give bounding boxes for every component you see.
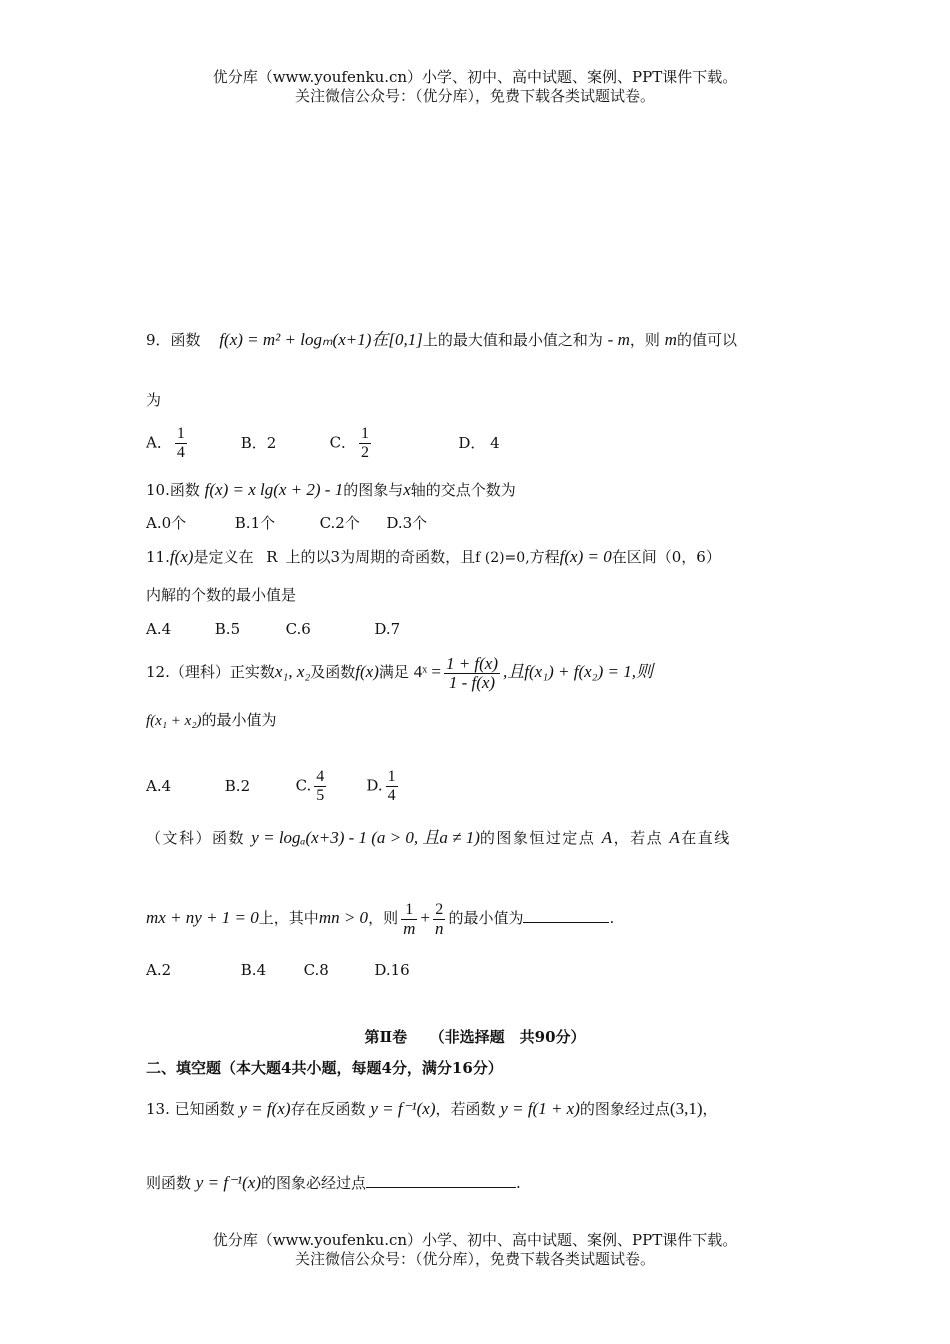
q10-formula: f(x) = x lg(x + 2) - 1: [204, 480, 344, 499]
q12w-option-b: B.4: [240, 961, 267, 979]
q12-option-d: [366, 768, 400, 805]
q9-mid: 上的最大值和最小值之和为: [422, 331, 603, 349]
q11-line-2: 内解的个数的最小值是: [146, 586, 297, 604]
q12-line-2: [146, 710, 277, 731]
q10-option-a: A.0个: [146, 514, 187, 532]
q9-option-c: [330, 425, 454, 462]
q9-tail: 的值可以: [676, 331, 737, 349]
q12-prefix: 12.（理科）正实数: [146, 663, 275, 681]
q12w-fraction-2-den: n: [434, 918, 444, 938]
q12-line2-tail: 的最小值为: [201, 711, 277, 729]
q9-option-a-den: 4: [176, 444, 185, 461]
q12-option-d-num: 1: [387, 768, 396, 785]
q12-option-b: B.2: [224, 776, 251, 795]
q12-cond: ,且f(x₁) + f(x₂) = 1,则: [503, 662, 653, 681]
footer-line-1: 优分库（www.youfenku.cn）小学、初中、高中试题、案例、PPT课件下载。: [212, 1231, 738, 1249]
q12w-then: ，则: [368, 909, 399, 927]
q10-options: [146, 513, 427, 533]
q10-tail: 轴的交点个数为: [410, 481, 516, 499]
q12w-fraction-2-num: 2: [433, 901, 446, 920]
q9-option-a-num: 1: [176, 425, 185, 442]
q13-line2-formula: y = f⁻¹(x): [195, 1173, 261, 1192]
q12w-option-d: D.16: [374, 961, 410, 979]
q11-tail: 在区间（0，6）: [611, 548, 721, 566]
q11-mid2: 上的以3为周期的奇函数，且: [285, 548, 476, 566]
q12-options: [146, 768, 401, 805]
q12w-answer-blank[interactable]: [523, 906, 609, 923]
q12w-line2-mid: 上，其中: [258, 909, 319, 927]
question-10-line-1: [146, 480, 516, 500]
q10-option-c: C.2个: [319, 514, 360, 532]
q12w-point-a: A: [601, 828, 614, 847]
q12-option-c-num: 4: [316, 768, 325, 785]
q12-option-c-fraction: [314, 768, 326, 805]
q9-option-c-den: 2: [361, 444, 370, 461]
q9-value: - m: [607, 330, 630, 349]
q12w-option-c: C.8: [303, 961, 329, 979]
q11-prefix: 11.: [146, 548, 170, 566]
q11-option-c: C.6: [285, 620, 311, 638]
header-line-2: 关注微信公众号：（优分库），免费下载各类试题试卷。: [294, 87, 655, 105]
q12-option-a: A.4: [146, 776, 172, 795]
q9-option-a-fraction: [175, 425, 187, 462]
q11-R: R: [266, 548, 278, 566]
q9-option-a: [146, 425, 236, 462]
q10-x: x: [403, 480, 411, 499]
q12w-options: [146, 960, 410, 980]
q12w-end: .: [609, 909, 615, 927]
q11-option-d: D.7: [374, 620, 401, 638]
q9-options: [146, 425, 500, 462]
q12-mid2: 满足: [378, 663, 409, 681]
q12w-fraction-1-den: m: [403, 918, 416, 938]
q9-formula: f(x) = m² + logₘ(x+1)在[0,1]: [219, 330, 423, 349]
section-2-title: 第Ⅱ卷 （非选择题 共90分）: [364, 1028, 586, 1046]
q11-option-a: A.4: [146, 620, 172, 638]
q9-option-b: B．2: [240, 433, 277, 452]
footer-line-2: 关注微信公众号：（优分库），免费下载各类试题试卷。: [294, 1250, 655, 1268]
q11-mid3: 方程: [529, 548, 560, 566]
q11-options: [146, 619, 400, 639]
q10-option-b: B.1个: [234, 514, 276, 532]
q12w-fraction-1-num: 1: [401, 901, 417, 920]
q12w-line2-tail: 的最小值为: [448, 909, 524, 927]
q12w-cond: mn > 0: [318, 908, 369, 927]
q12w-mid2: ，若点: [613, 829, 664, 847]
q13-mid1: 存在反函数: [290, 1100, 366, 1118]
q12w-line2-formula: mx + ny + 1 = 0: [146, 908, 259, 927]
q12w-fraction-1: [401, 901, 417, 938]
q12w-line-2: [146, 898, 614, 938]
q13-point: (3,1): [669, 1099, 703, 1118]
question-13-line-1: [146, 1096, 718, 1122]
q9-m: m: [664, 330, 677, 349]
q12-fraction: [444, 655, 500, 692]
q10-mid: 的图象与: [343, 481, 404, 499]
q12w-plus: +: [420, 908, 430, 927]
q13-mid2: ，若函数: [435, 1100, 496, 1118]
q12-vars: x₁, x₂: [274, 662, 311, 681]
q12-mid1: 及函数: [310, 663, 356, 681]
q13-end: .: [516, 1174, 521, 1192]
q9-prefix: 9．函数: [146, 331, 201, 349]
q13-line-2: [146, 1170, 521, 1196]
q13-f1: y = f(x): [239, 1099, 291, 1118]
q13-f3: y = f(1 + x): [500, 1099, 580, 1118]
q13-line2-prefix: 则函数: [146, 1174, 192, 1192]
q9-option-a-label: A．: [146, 433, 172, 452]
q9-line-2: 为: [146, 391, 162, 409]
q12w-tail: 在直线: [681, 829, 731, 847]
q10-option-d: D.3个: [386, 514, 428, 532]
q9-option-c-label: C．: [329, 433, 357, 452]
q12-option-c-den: 5: [316, 787, 325, 804]
q12w-option-a: A.2: [146, 961, 172, 979]
q11-option-b: B.5: [214, 620, 241, 638]
section-2-part-heading: 二、填空题（本大题4共小题，每题4分，满分16分）: [146, 1059, 503, 1077]
q9-then: ，则: [629, 331, 660, 349]
q12-option-d-fraction: [386, 768, 398, 805]
q12w-formula: y = logₐ(x+3) - 1 (a > 0, 且a ≠ 1): [251, 828, 480, 847]
q12-fx: f(x): [355, 662, 379, 681]
q13-line2-tail: 的图象必经过点: [260, 1174, 366, 1192]
q12w-point-a-2: A: [669, 828, 682, 847]
question-9-line-1: [146, 330, 737, 350]
q11-eq: f(x) = 0: [559, 547, 612, 566]
q13-prefix: 13. 已知函数: [146, 1100, 235, 1118]
q12-option-d-den: 4: [387, 787, 396, 804]
question-12-line-1: [146, 652, 653, 692]
q13-answer-blank[interactable]: [366, 1171, 516, 1188]
q13-f2: y = f⁻¹(x): [370, 1099, 436, 1118]
q11-f2: f (2)=0,: [475, 550, 530, 566]
q9-option-c-num: 1: [361, 425, 370, 442]
q12-option-d-label: D.: [366, 776, 383, 795]
q12-option-c: [296, 768, 362, 805]
q12-fraction-num: 1 + f(x): [445, 653, 499, 673]
q12-fraction-den: 1 - f(x): [448, 672, 496, 692]
q12-option-c-label: C.: [295, 776, 312, 795]
q11-mid1: 是定义在: [193, 548, 254, 566]
q12-base: 4ˣ =: [413, 662, 441, 681]
q13-mid3: 的图象经过点: [579, 1100, 670, 1118]
q12-line2-formula: f(x₁ + x₂): [146, 713, 202, 729]
question-11-line-1: [146, 547, 721, 568]
q12w-prefix: （文科）函数: [146, 829, 246, 847]
q9-option-c-fraction: [359, 425, 371, 462]
question-12-wenke-line-1: [146, 828, 731, 848]
q10-prefix: 10.函数: [146, 481, 200, 499]
q12w-mid: 的图象恒过定点: [479, 829, 596, 847]
header-line-1: 优分库（www.youfenku.cn）小学、初中、高中试题、案例、PPT课件下载。: [212, 68, 738, 86]
q13-tail: ，: [702, 1100, 718, 1118]
q12w-fraction-2: [433, 901, 446, 938]
q9-option-d: D． 4: [458, 433, 500, 452]
q11-fx: f(x): [169, 547, 194, 566]
